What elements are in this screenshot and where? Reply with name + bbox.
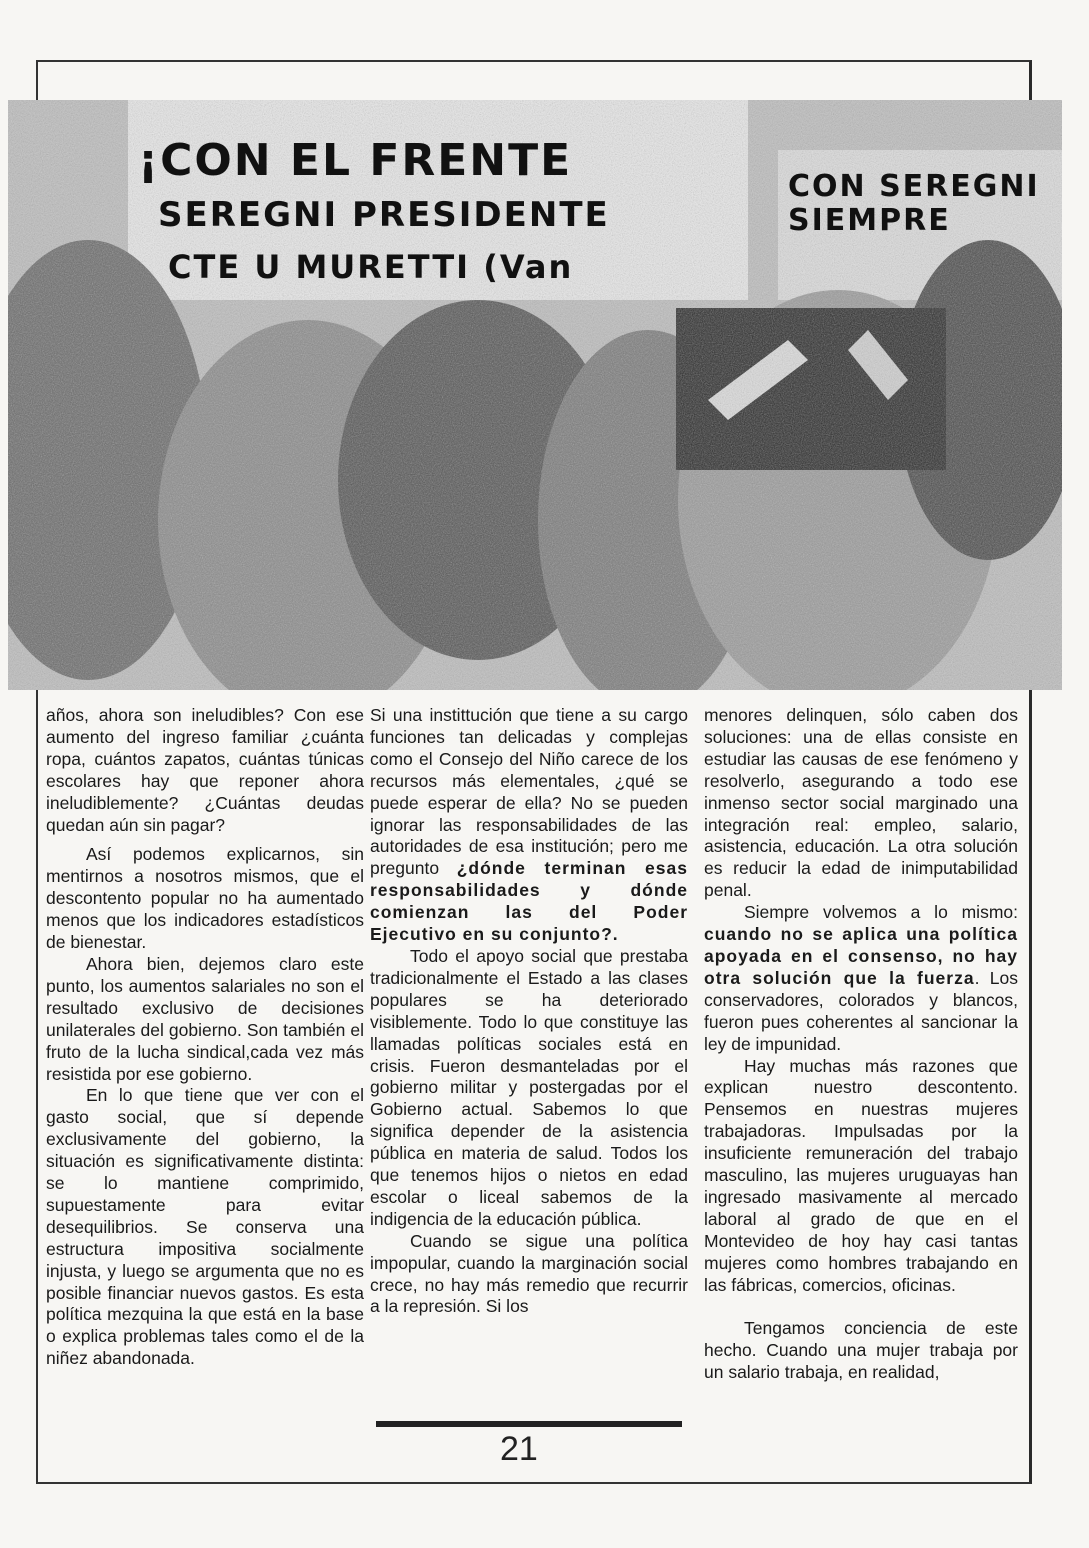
col3-p2-text: Siempre volvemos a lo mismo: [744,902,1018,923]
rally-photo [8,100,1062,690]
col1-paragraph-2: Así podemos explicarnos, sin mentirnos a nosotros mismos, que el descontento popular no ha aumentado menos que los indicadores estadísticos de bienestar. [46,844,364,953]
col1-paragraph-1: años, ahora son ineludibles? Con ese aumento del ingreso familiar ¿cuánta ropa, cuántos zapatos, cuántas túnicas escolares hay que reponer ahora ineludiblemente? ¿Cuántas deudas quedan aún sin pagar? [46,705,364,835]
page-number: 21 [500,1430,538,1468]
col1-paragraph-4: En lo que tiene que ver con el gasto social, que sí depende exclusivamente del gobierno, la situación es significativamente distinta: se lo mantiene comprimido, supuestamente para evitar desequilibrios. Se conserva una estructura impositiva socialmente injusta, y luego se argumenta que no es posible financiar nuevos gastos. Es esta política mezquina la que está en la base o explica problemas tales como el de la niñez abandonada. [46,1085,364,1369]
divider-rule [376,1421,682,1427]
col2-paragraph-3: Cuando se sigue una política impopular, cuando la marginación social crece, no hay más remedio que recurrir a la represión. Si los [370,1230,688,1317]
col1-paragraph-3: Ahora bien, dejemos claro este punto, los aumentos salariales no son el resultado exclusivo de decisiones unilaterales del gobierno. Son también el fruto de la lucha sindical,cada vez más resistida por ese gobierno. [46,953,364,1084]
banner-line-3: CTE U MURETTI (Van [168,248,574,286]
banner-line-1: ¡CON EL FRENTE [138,135,573,186]
col3-paragraph-2 [704,902,1018,1055]
column-3 [704,705,1018,1384]
col3-paragraph-1: menores delinquen, sólo caben dos soluciones: una de ellas consiste en estudiar las causas de ese fenómeno y resolverlo, asegurando a todo ese inmenso sector social marginado una integración real: empleo, salario, asistencia, educación. La otra solución es reducir la edad de inimputabilidad penal. [704,705,1018,901]
col3-p2-bold: cuando no se aplica una política apoyada en el consenso, no hay otra solución que la fuerza [704,924,1018,988]
col2-p1-bold: ¿dónde terminan esas responsabilidades y dónde comienzan las del Poder Ejecutivo en su conjunto?. [370,858,688,945]
col3-paragraph-3: Hay muchas más razones que explican nuestro descontento. Pensemos en nuestras mujeres trabajadoras. Impulsadas por la insuficiente remuneración del trabajo masculino, las mujeres uruguayas han ingresado masivamente al mercado laboral al grado de que en el Montevideo de hoy hay casi tantas mujeres como hombres trabajando en las fábricas, comercios, oficinas. [704,1055,1018,1295]
column-1 [46,705,364,1370]
col3-p2-end: . Los conservadores, colorados y blancos, fueron pues coherentes al sancionar la ley de impunidad. [704,967,1018,1054]
col2-p1-text: Si una instittución que tiene a su cargo funciones tan delicadas y complejas como el Consejo del Niño carece de los recursos más elementales, ¿qué se puede esperar de ella? No se pueden ignorar las responsabilidades de las autoridades de esa institución; pero me pregunto [370,705,688,879]
paragraph-gap [704,1296,1018,1318]
banner-right: CON SEREGNI SIEMPRE [788,169,1040,238]
column-2 [370,705,688,1318]
banner-line-2: SEREGNI PRESIDENTE [158,195,610,235]
col2-paragraph-1 [370,705,688,946]
col2-paragraph-2: Todo el apoyo social que prestaba tradicionalmente el Estado a las clases populares se ha deteriorado visiblemente. Todo lo que constituye las llamadas políticas sociales está en crisis. Fueron desmanteladas por el gobierno militar y postergadas por el Gobierno actual. Sabemos lo que significa depender de la asistencia pública en materia de salud. Todos los que tenemos hijos o nietos en edad escolar o liceal sabemos de la indigencia de la educación pública. [370,945,688,1229]
col3-paragraph-4: Tengamos conciencia de este hecho. Cuando una mujer trabaja por un salario trabaja, en realidad, [704,1318,1018,1383]
